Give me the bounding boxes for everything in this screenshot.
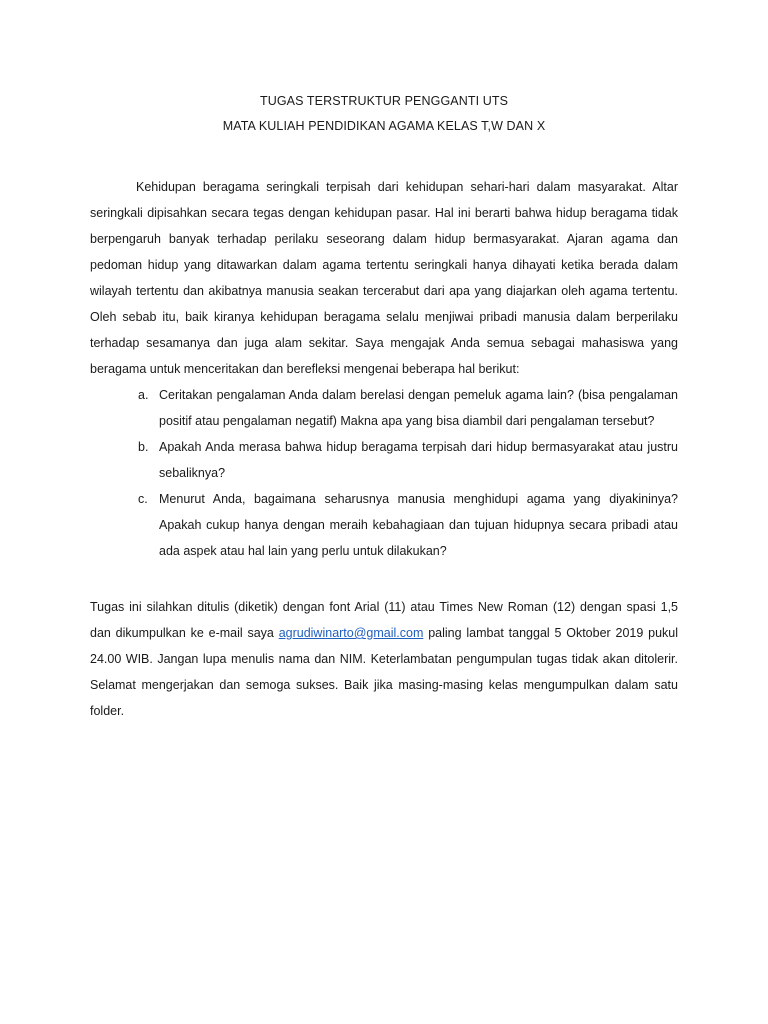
list-marker: b. [138, 440, 149, 454]
question-list [90, 382, 678, 564]
question-text: Menurut Anda, bagaimana seharusnya manusia menghidupi agama yang diyakininya? Apakah cukup hanya dengan meraih kebahagiaan dan tujuan hidupnya secara pribadi atau ada aspek atau hal lain yang perlu untuk dilakukan? [159, 492, 678, 558]
document-subtitle: MATA KULIAH PENDIDIKAN AGAMA KELAS T,W DAN X [222, 119, 546, 133]
instructions-paragraph [90, 594, 678, 724]
instructions-text-after: paling lambat tanggal 5 Oktober 2019 pukul 24.00 WIB. Jangan lupa menulis nama dan NIM. Keterlambatan pengumpulan tugas tidak akan ditolerir. Selamat mengerjakan dan semoga sukses. Baik jika masing-masing kelas mengumpulkan dalam satu folder. [90, 626, 678, 718]
document-title: TUGAS TERSTRUKTUR PENGGANTI UTS [259, 94, 509, 108]
list-item [138, 486, 678, 564]
question-text: Apakah Anda merasa bahwa hidup beragama terpisah dari hidup bermasyarakat atau justru sebaliknya? [159, 440, 678, 480]
intro-paragraph: Kehidupan beragama seringkali terpisah dari kehidupan sehari-hari dalam masyarakat. Altar seringkali dipisahkan secara tegas dengan kehidupan pasar. Hal ini berarti bahwa hidup beragama tidak berpengaruh banyak terhadap perilaku seseorang dalam hidup bermasyarakat. Ajaran agama dan pedoman hidup yang ditawarkan dalam agama tertentu seringkali hanya dihayati ketika berada dalam wilayah tertentu dan akibatnya manusia seakan tercerabut dari apa yang diajarkan oleh agama tertentu. Oleh sebab itu, baik kiranya kehidupan beragama selalu menjiwai pribadi manusia dalam berperilaku terhadap sesamanya dan juga alam sekitar. Saya mengajak Anda semua sebagai mahasiswa yang beragama untuk menceritakan dan berefleksi mengenai beberapa hal berikut: [90, 180, 678, 376]
list-item [138, 434, 678, 486]
list-marker: c. [138, 492, 148, 506]
email-link[interactable]: agrudiwinarto@gmail.com [278, 626, 424, 640]
instructions-text-before: Tugas ini silahkan ditulis (diketik) dengan font Arial (11) atau Times New Roman (12) dengan spasi 1,5 dan dikumpulkan ke e-mail saya [90, 600, 678, 640]
paragraph-spacer [90, 564, 678, 594]
question-text: Ceritakan pengalaman Anda dalam berelasi dengan pemeluk agama lain? (bisa pengalaman positif atau pengalaman negatif) Makna apa yang bisa diambil dari pengalaman tersebut? [159, 388, 678, 428]
list-item [138, 382, 678, 434]
list-marker: a. [138, 388, 149, 402]
